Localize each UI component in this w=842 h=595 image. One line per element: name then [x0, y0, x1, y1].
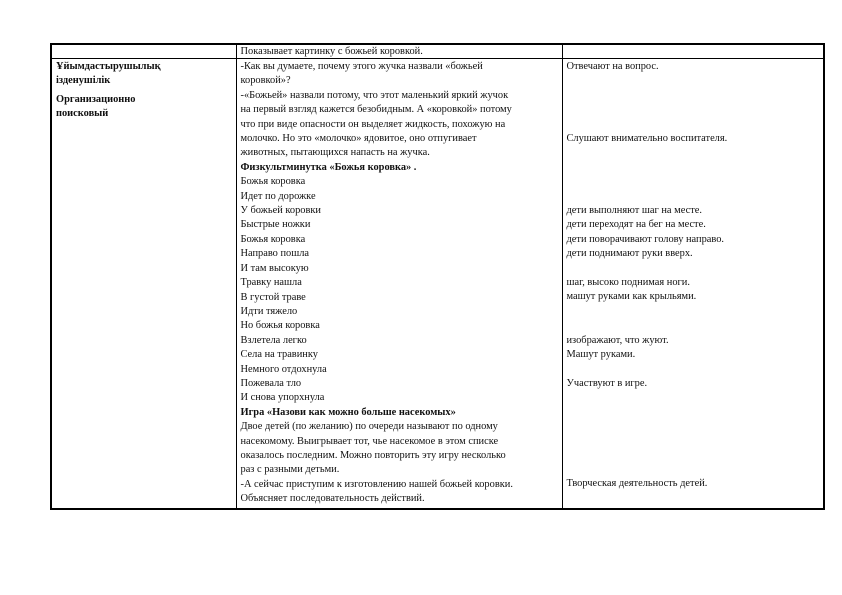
game-rules-line: насекомому. Выигрывает тот, чье насекомое в этом списке — [240, 435, 499, 447]
children-activity-cell — [562, 59, 824, 510]
response-line: Участвуют в игре. — [566, 378, 648, 389]
poem-line: И снова упорхнула — [240, 392, 325, 404]
header-cell-children — [562, 44, 824, 59]
explanation-line: на первый взгляд кажется безобидным. А «коровкой» потому — [240, 104, 512, 116]
stage-cell — [51, 59, 236, 510]
response-line: Машут руками. — [566, 349, 636, 360]
exercise-title: Физкультминутка «Божья коровка» . — [240, 161, 417, 173]
stage-name-ru-2: поисковый — [56, 108, 109, 120]
response-line: машут руками как крыльями. — [566, 291, 697, 302]
poem-line: Села на травинку — [240, 349, 318, 361]
poem-line: Идет по дорожке — [240, 190, 316, 202]
stage-name-kz-2: ізденушілік — [56, 75, 111, 87]
poem-line: Пожевала тло — [240, 377, 302, 389]
explanation-line: животных, пытающихся напасть на жучка. — [240, 147, 430, 159]
poem-line: Немного отдохнула — [240, 363, 327, 375]
explanation-line: молочко. Но это «молочко» ядовитое, оно отпугивает — [240, 133, 477, 145]
lesson-plan-table — [50, 43, 825, 510]
children-responses — [567, 60, 820, 507]
poem-line: Но божья коровка — [240, 320, 320, 332]
response-line: шаг, высоко поднимая ноги. — [566, 277, 690, 288]
stage-name-ru-1: Организационно — [56, 93, 136, 105]
final-instruction-line: -А сейчас приступим к изготовлению нашей божьей коровки. — [240, 478, 513, 490]
response-line: дети переходят на бег на месте. — [566, 219, 706, 230]
header-cell-stage — [51, 44, 236, 59]
question-line: -Как вы думаете, почему этого жучка назвали «божьей — [240, 61, 483, 72]
poem-line: Божья коровка — [240, 176, 306, 188]
stage-name-kz-1: Ұйымдастырушылық — [56, 61, 161, 72]
table-row — [51, 59, 824, 510]
poem-line: У божьей коровки — [240, 205, 321, 217]
game-title: Игра «Назови как можно больше насекомых» — [240, 406, 456, 418]
explanation-line: -«Божьей» назвали потому, что этот маленький яркий жучок — [240, 89, 509, 101]
response-line: Отвечают на вопрос. — [566, 61, 659, 72]
explanation-line: что при виде опасности он выделяет жидкость, похожую на — [240, 118, 506, 130]
poem-line: Взлетела легко — [240, 334, 307, 346]
table-row — [51, 44, 824, 59]
response-line: дети поворачивают голову направо. — [566, 234, 725, 245]
poem-line: В густой траве — [240, 291, 306, 303]
response-line: Слушают внимательно воспитателя. — [566, 133, 728, 144]
poem-line: Божья коровка — [240, 233, 306, 245]
poem-line: Идти тяжело — [240, 305, 298, 317]
game-rules-line: оказалось последним. Можно повторить эту игру несколько — [240, 449, 506, 461]
game-rules-line: раз с разными детьми. — [240, 464, 340, 476]
response-line: дети выполняют шаг на месте. — [566, 205, 702, 216]
poem-line: И там высокую — [240, 262, 309, 274]
poem-line: Травку нашла — [240, 277, 302, 289]
question-line: коровкой»? — [240, 75, 291, 87]
game-rules-line: Двое детей (по желанию) по очереди называют по одному — [240, 421, 498, 433]
response-line: Творческая деятельность детей. — [566, 478, 708, 489]
header-cell-teacher: Показывает картинку с божьей коровкой. — [236, 44, 562, 59]
poem-line: Быстрые ножки — [240, 219, 311, 231]
teacher-activity-cell — [236, 59, 562, 510]
response-line: изображают, что жуют. — [566, 335, 669, 346]
poem-line: Направо пошла — [240, 248, 310, 260]
final-instruction-line: Объясняет последовательность действий. — [240, 493, 425, 505]
response-line: дети поднимают руки вверх. — [566, 248, 693, 259]
